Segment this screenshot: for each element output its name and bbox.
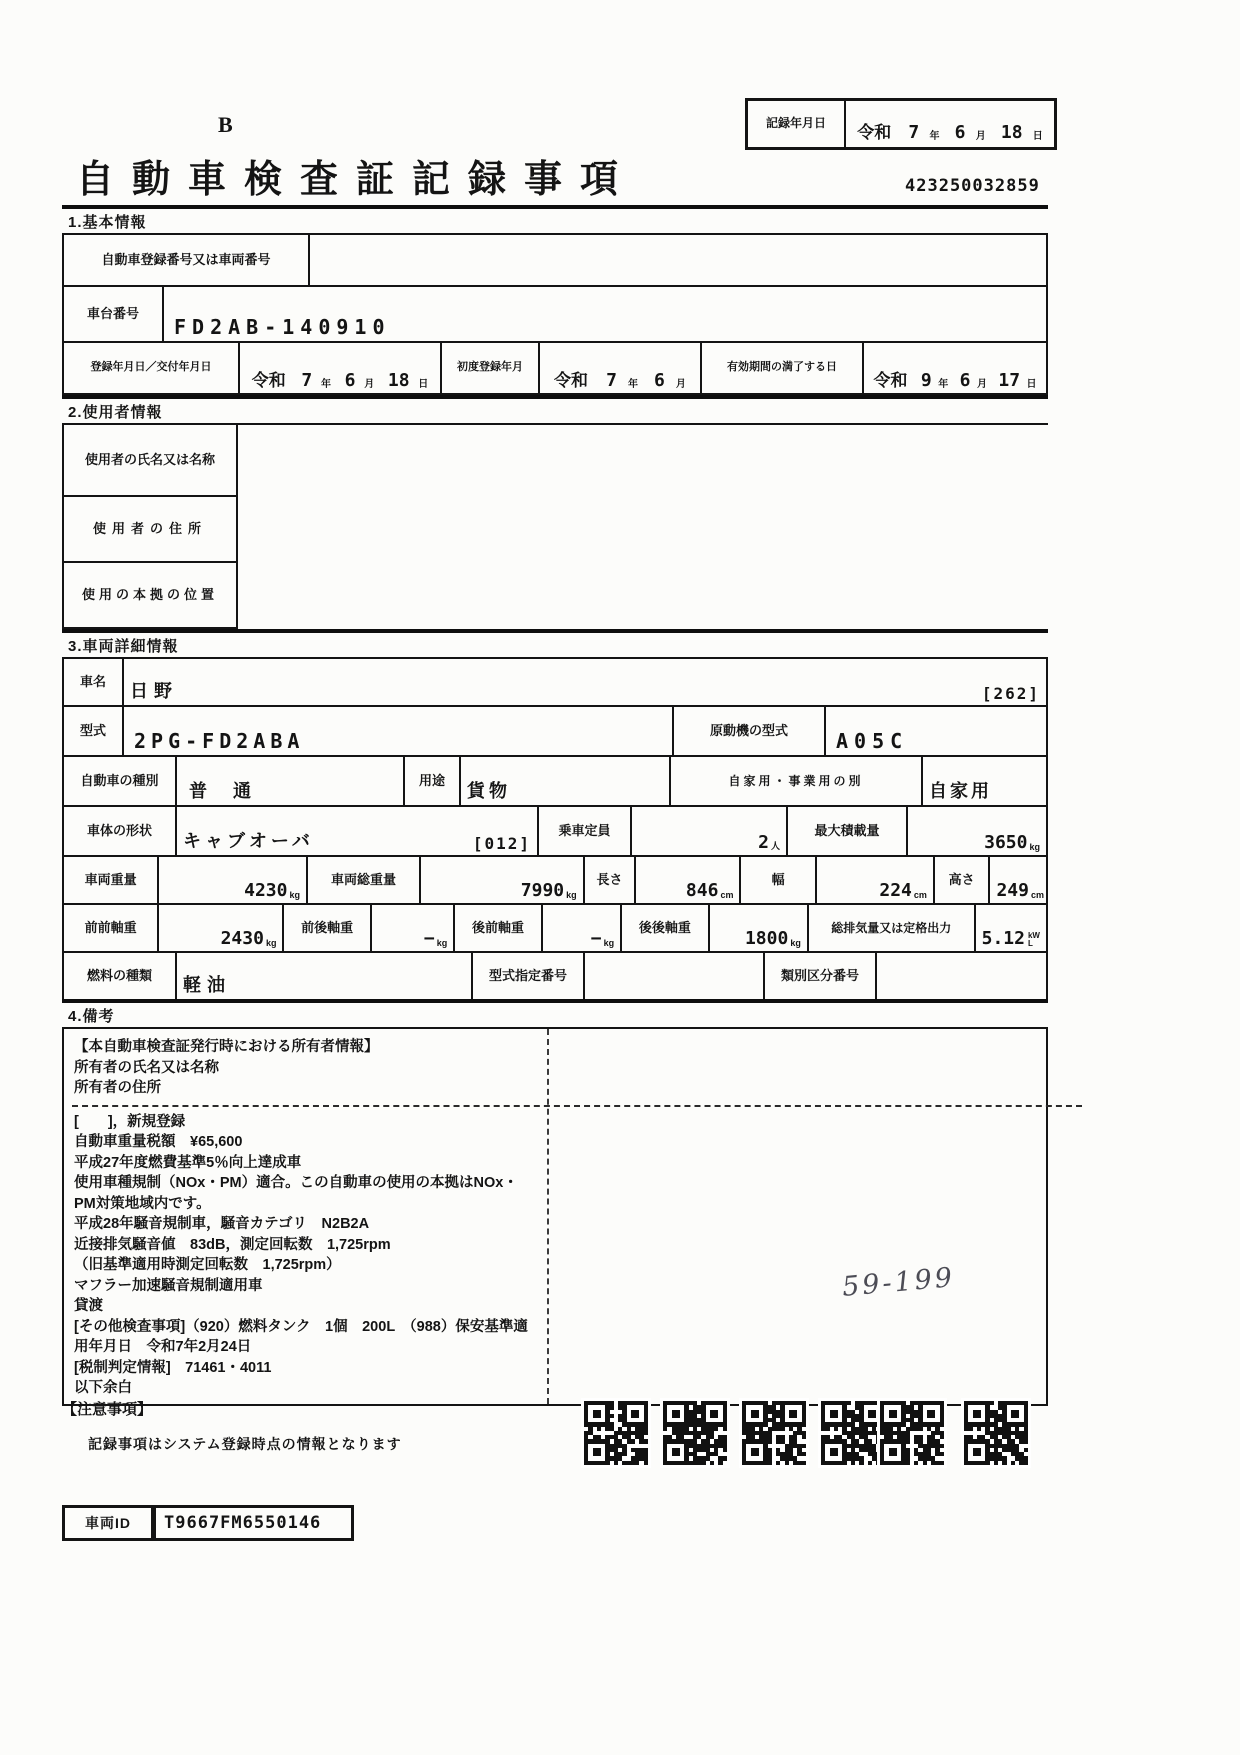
- model-value: 2PG-FD2ABA: [124, 707, 674, 755]
- row-use-base-location: [62, 563, 1048, 629]
- ownership-value: 自家用: [929, 781, 992, 801]
- use-base-location-label: 使用の本拠の位置: [62, 563, 238, 629]
- use-base-location-value: [238, 563, 1048, 629]
- displacement-units: kW L: [1027, 931, 1040, 948]
- row-model: [64, 707, 1046, 757]
- registration-date-value: 令和 7 年 6 月 18 日: [240, 343, 442, 393]
- axle-rear-rear-value: 1800 kg: [710, 905, 809, 951]
- seating-capacity-value: 2 人: [632, 807, 788, 855]
- axle-rear-rear-label: 後後軸重: [622, 905, 709, 951]
- fuel-type-label: 燃料の種類: [64, 953, 177, 999]
- row-body-capacity-load: [64, 807, 1046, 857]
- displacement-label: 総排気量又は定格出力: [809, 905, 976, 951]
- height-value: 249 cm: [996, 880, 1044, 901]
- class-number-label: 類別区分番号: [765, 953, 877, 999]
- car-name-label: 車名: [64, 659, 124, 705]
- record-date-box: [745, 98, 1057, 150]
- row-axle-weights: [64, 905, 1046, 953]
- expiry-date-value: 令和 9 年 6 月 17 日: [873, 370, 1037, 391]
- car-name-code: [262]: [981, 684, 1040, 703]
- qr-code-icon: [660, 1398, 730, 1468]
- seating-capacity-label: 乗車定員: [539, 807, 632, 855]
- axle-front-rear-label: 前後軸重: [284, 905, 371, 951]
- qr-code-icon: [961, 1398, 1031, 1468]
- page-corner-mark: B: [218, 112, 233, 137]
- engine-model-label: 原動機の型式: [674, 707, 826, 755]
- vehicle-id-label: 車両ID: [62, 1505, 154, 1541]
- qr-code-icon: [739, 1398, 809, 1468]
- remarks-line: [ ]，新規登録: [74, 1113, 186, 1130]
- registration-number-label: 自動車登録番号又は車両番号: [64, 235, 310, 285]
- section-basic: [62, 235, 1048, 395]
- remarks-divider-line: [547, 1029, 549, 1404]
- chassis-number-value: FD2AB-140910: [174, 315, 391, 339]
- displacement-value: 5.12 kW L: [981, 928, 1040, 949]
- remarks-text: [74, 1037, 534, 1399]
- qr-code-icon: [877, 1398, 947, 1468]
- remarks-line: マフラー加速騒音規制適用車: [74, 1277, 263, 1294]
- model-label: 型式: [64, 707, 124, 755]
- row-weights-dimensions: [64, 857, 1046, 905]
- section-vehicle: [62, 659, 1048, 999]
- owner-info-header: 【本自動車検査証発行時における所有者情報】: [74, 1039, 379, 1055]
- gross-weight-label: 車両総重量: [308, 857, 421, 903]
- row-dates: [64, 343, 1046, 395]
- handwritten-note: 59-199: [840, 1262, 957, 1303]
- remarks-separator-line: [72, 1105, 1082, 1107]
- use-label: 用途: [405, 757, 461, 805]
- chassis-number-label: 車台番号: [64, 287, 164, 341]
- qr-code-group-left: [581, 1398, 888, 1468]
- vehicle-weight-label: 車両重量: [64, 857, 159, 903]
- axle-rear-front-value: − kg: [543, 905, 622, 951]
- remarks-line: 平成27年度燃費基準5％向上達成車: [74, 1154, 302, 1171]
- axle-rear-front-label: 後前軸重: [455, 905, 542, 951]
- use-value: 貨物: [461, 757, 671, 805]
- section-user: [62, 425, 1048, 629]
- remarks-line: 以下余白: [74, 1380, 132, 1396]
- fuel-type-value: 軽油: [177, 953, 473, 999]
- type-certification-number-label: 型式指定番号: [473, 953, 585, 999]
- record-date-value: 令和 7 年 6 月 18 日: [857, 122, 1043, 143]
- body-shape-value: キャブオーバ: [183, 831, 314, 851]
- notice-text: 記録事項はシステム登録時点の情報となります: [88, 1436, 402, 1452]
- max-load-label: 最大積載量: [788, 807, 908, 855]
- class-number-value: [877, 953, 1046, 999]
- width-value: 224 cm: [817, 857, 935, 903]
- remarks-line: 平成28年騒音規制車，騒音カテゴリ N2B2A: [74, 1216, 370, 1232]
- row-user-name: [62, 425, 1048, 497]
- expiry-date-label: 有効期間の満了する日: [702, 343, 864, 393]
- axle-front-rear-value: − kg: [372, 905, 455, 951]
- height-label: 高さ: [935, 857, 991, 903]
- axle-front-front-label: 前前軸重: [64, 905, 159, 951]
- row-kind-use: [64, 757, 1046, 807]
- section-user-heading: 2.使用者情報: [62, 395, 1048, 425]
- remarks-line: 使用車種規制（NOx・PM）適合。この自動車の使用の本拠はNOx・PM対策地域内です。: [74, 1175, 518, 1212]
- axle-front-front-value: 2430 kg: [159, 905, 284, 951]
- type-certification-number-value: [585, 953, 765, 999]
- row-fuel-codes: [64, 953, 1046, 999]
- vehicle-kind-value: 普通: [177, 757, 405, 805]
- row-registration-number: [64, 235, 1046, 287]
- qr-code-group-right: [877, 1398, 1031, 1468]
- user-address-label: 使用者の住所: [62, 497, 238, 563]
- user-address-value: [238, 497, 1048, 563]
- remarks-line: 近接排気騒音値 83dB，測定回転数 1,725rpm: [74, 1236, 391, 1253]
- width-label: 幅: [741, 857, 816, 903]
- engine-model-value: A05C: [836, 729, 909, 753]
- vehicle-id-value: T9667FM6550146: [154, 1505, 354, 1541]
- max-load-value: 3650 kg: [984, 832, 1040, 853]
- user-name-label: 使用者の氏名又は名称: [62, 425, 238, 497]
- length-value: 846 cm: [636, 857, 741, 903]
- document-title: 自動車検査証記録事項: [76, 159, 637, 201]
- vehicle-kind-label: 自動車の種別: [64, 757, 177, 805]
- remarks-line: [その他検査事項]（920）燃料タンク 1個 200L （988）保安基準適用年月日 令和7年2月24日: [74, 1318, 528, 1355]
- registration-number-value: [310, 235, 1046, 285]
- body-shape-code: [012]: [472, 834, 531, 853]
- vehicle-id-row: [62, 1505, 354, 1541]
- remarks-line: 自動車重量税額 ¥65,600: [74, 1134, 243, 1150]
- user-name-value: [238, 425, 1048, 497]
- remarks-line: （旧基準適用時測定回転数 1,725rpm）: [74, 1257, 341, 1273]
- registration-date-label: 登録年月日／交付年月日: [64, 343, 240, 393]
- row-car-name: [64, 659, 1046, 707]
- record-date-label: 記録年月日: [748, 101, 846, 147]
- notice-heading: 【注意事項】: [62, 1401, 153, 1418]
- first-registration-value: 令和 7 年 6 月: [540, 343, 702, 393]
- section-vehicle-heading: 3.車両詳細情報: [62, 629, 1048, 659]
- vehicle-weight-value: 4230 kg: [159, 857, 308, 903]
- row-chassis-number: [64, 287, 1046, 343]
- section-remarks-heading: 4.備考: [62, 999, 1048, 1029]
- ownership-label: 自家用・事業用の別: [671, 757, 923, 805]
- owner-name-label: 所有者の氏名又は名称: [74, 1059, 219, 1076]
- remarks-box: [62, 1029, 1048, 1406]
- car-name-value: 日野: [130, 681, 178, 701]
- remarks-line: [税制判定情報] 71461・4011: [74, 1359, 272, 1376]
- document-serial-number: 423250032859: [905, 176, 1040, 196]
- body-shape-label: 車体の形状: [64, 807, 177, 855]
- owner-address-label: 所有者の住所: [74, 1080, 161, 1096]
- first-registration-label: 初度登録年月: [442, 343, 540, 393]
- section-basic-heading: 1.基本情報: [62, 205, 1048, 235]
- gross-weight-value: 7990 kg: [421, 857, 585, 903]
- certificate-table: [62, 205, 1048, 1406]
- remarks-line: 貸渡: [74, 1298, 103, 1314]
- length-label: 長さ: [585, 857, 637, 903]
- qr-code-icon: [581, 1398, 651, 1468]
- body-shape-cell: [177, 807, 539, 855]
- row-user-address: [62, 497, 1048, 563]
- car-name-cell: [124, 659, 1046, 705]
